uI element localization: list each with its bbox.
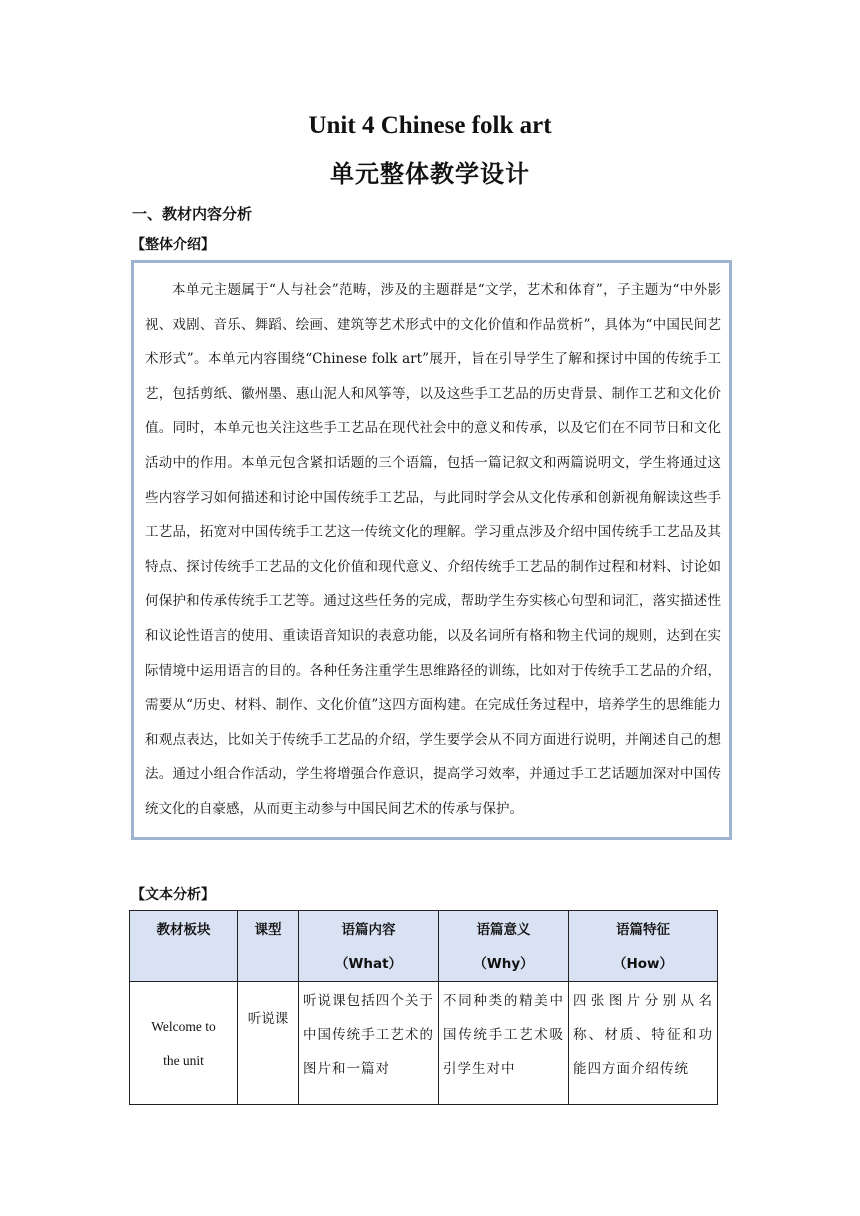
text-analysis-heading: 【文本分析】 (131, 887, 215, 903)
table-header-row (130, 911, 718, 982)
text-analysis-table (129, 910, 718, 1105)
header-features: 语篇特征 （How） (569, 911, 718, 982)
header-content: 语篇内容 （What） (299, 911, 439, 982)
table-row (130, 982, 718, 1105)
overview-box (131, 260, 732, 840)
cell-meaning: 不同种类的精美中国传统手工艺术吸引学生对中 (439, 982, 569, 1105)
section-heading-textbook-analysis: 一、教材内容分析 (132, 205, 253, 223)
cell-features: 四张图片分别从名称、材质、特征和功能四方面介绍传统 (569, 982, 718, 1105)
header-meaning: 语篇意义 （Why） (439, 911, 569, 982)
overview-heading: 【整体介绍】 (131, 237, 215, 253)
cell-content: 听说课包括四个关于中国传统手工艺术的图片和一篇对 (299, 982, 439, 1105)
overview-paragraph: 本单元主题属于“人与社会”范畴，涉及的主题群是“文学，艺术和体育”，子主题为“中外影视、戏剧、音乐、舞蹈、绘画、建筑等艺术形式中的文化价值和作品赏析”，具体为“中国民间艺术形式”。本单元内容围绕“Chinese folk art”展开，旨在引导学生了解和探讨中国的传统手工艺，包括剪纸、徽州墨、惠山泥人和风筝等，以及这些手工艺品的历史背景、制作工艺和文化价值。同时，本单元也关注这些手工艺品在现代社会中的意义和传承，以及它们在不同节日和文化活动中的作用。本单元包含紧扣话题的三个语篇，包括一篇记叙文和两篇说明文，学生将通过这些内容学习如何描述和讨论中国传统手工艺品，与此同时学会从文化传承和创新视角解读这些手工艺品，拓宽对中国传统手工艺这一传统文化的理解。学习重点涉及介绍中国传统手工艺品及其特点、探讨传统手工艺品的文化价值和现代意义、介绍传统手工艺品的制作过程和材料、讨论如何保护和传承传统手工艺等。通过这些任务的完成，帮助学生夯实核心句型和词汇，落实描述性和议论性语言的使用、重读语音知识的表意功能，以及名词所有格和物主代词的规则，达到在实际情境中运用语言的目的。各种任务注重学生思维路径的训练，比如对于传统手工艺品的介绍，需要从“历史、材料、制作、文化价值”这四方面构建。在完成任务过程中，培养学生的思维能力和观点表达，比如关于传统手工艺品的介绍，学生要学会从不同方面进行说明，并阐述自己的想法。通过小组合作活动，学生将增强合作意识，提高学习效率，并通过手工艺话题加深对中国传统文化的自豪感，从而更主动参与中国民间艺术的传承与保护。 (145, 282, 721, 817)
page-subtitle: 单元整体教学设计 (330, 160, 530, 188)
cell-module: Welcome to the unit (130, 982, 238, 1105)
unit-title: Unit 4 Chinese folk art (308, 112, 552, 139)
cell-type: 听说课 (238, 982, 299, 1105)
header-type: 课型 (238, 911, 299, 982)
header-module: 教材板块 (130, 911, 238, 982)
